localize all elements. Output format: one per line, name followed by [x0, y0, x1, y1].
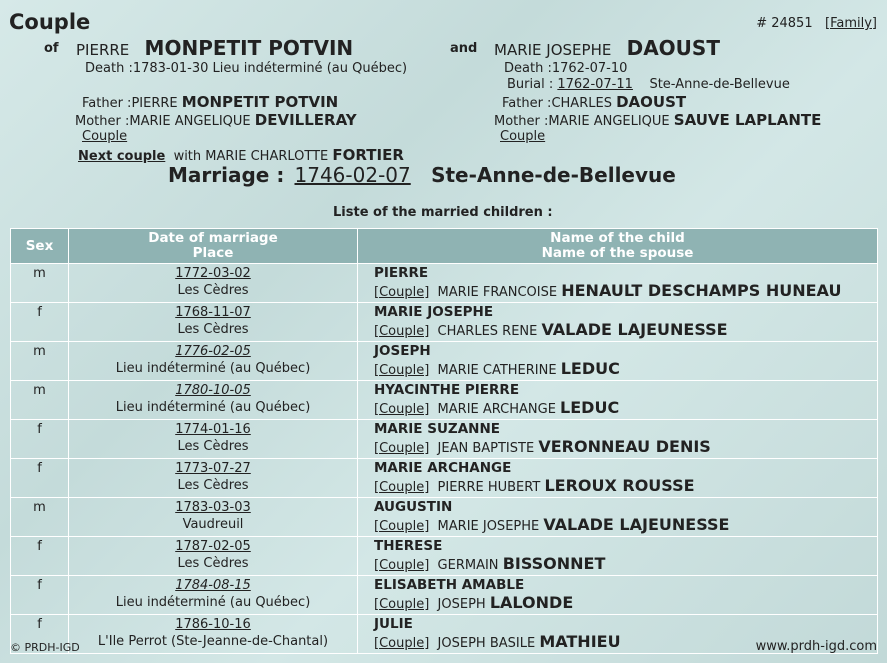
child-marriage-cell [69, 303, 358, 342]
table-row [11, 264, 878, 303]
child-sex: f [11, 420, 69, 459]
child-marriage-place: Les Cèdres [177, 478, 249, 493]
table-row [11, 615, 878, 654]
child-name-cell [358, 342, 878, 381]
child-marriage-cell [69, 576, 358, 615]
spouse-last-name: VALADE LAJEUNESSE [543, 515, 730, 534]
spouse-first-name: PIERRE HUBERT [437, 480, 541, 495]
child-marriage-cell [69, 381, 358, 420]
child-couple-link[interactable]: [Couple] [374, 402, 430, 417]
child-marriage-cell [69, 498, 358, 537]
child-couple-link[interactable]: [Couple] [374, 480, 430, 495]
record-id: # 24851 [756, 16, 813, 31]
page-title: Couple [9, 10, 91, 34]
wife-death: Death :1762-07-10 [504, 61, 628, 76]
child-marriage-place: Lieu indéterminé (au Québec) [115, 361, 311, 376]
child-name: MARIE JOSEPHE [374, 304, 494, 320]
child-name: MARIE ARCHANGE [374, 460, 512, 476]
child-couple-link[interactable]: [Couple] [374, 441, 430, 456]
spouse-last-name: VALADE LAJEUNESSE [541, 320, 728, 339]
table-row [11, 303, 878, 342]
and-label: and [450, 41, 478, 56]
record-id-area [756, 16, 877, 31]
spouse-line [374, 282, 873, 301]
child-marriage-date[interactable]: 1776-02-05 [175, 344, 251, 359]
child-sex: m [11, 264, 69, 303]
child-couple-link[interactable]: [Couple] [374, 324, 430, 339]
name-column-header: Name of the child Name of the spouse [358, 229, 878, 264]
child-marriage-date[interactable]: 1780-10-05 [175, 383, 251, 398]
child-marriage-place: Les Cèdres [177, 322, 249, 337]
husband-name: PIERRE MONPETIT POTVIN [76, 36, 354, 60]
child-marriage-date[interactable]: 1774-01-16 [175, 422, 251, 437]
spouse-last-name: LALONDE [489, 593, 574, 612]
child-marriage-cell [69, 459, 358, 498]
spouse-first-name: JOSEPH BASILE [437, 636, 536, 651]
child-name-cell [358, 303, 878, 342]
marriage-place: Ste-Anne-de-Bellevue [431, 163, 676, 187]
wife-father: Father :CHARLES DAOUST [502, 93, 687, 111]
child-name: JOSEPH [374, 343, 431, 359]
child-name: PIERRE [374, 265, 429, 281]
date-column-header: Date of marriage Place [69, 229, 358, 264]
child-marriage-cell [69, 264, 358, 303]
sex-column-header: Sex [11, 229, 69, 264]
husband-death: Death :1783-01-30 Lieu indéterminé (au Québec) [85, 61, 408, 76]
table-row [11, 420, 878, 459]
child-marriage-place: Les Cèdres [177, 439, 249, 454]
child-marriage-date[interactable]: 1783-03-03 [175, 500, 251, 515]
child-name: ELISABETH AMABLE [374, 577, 525, 593]
child-sex: f [11, 576, 69, 615]
husband-mother: Mother :MARIE ANGELIQUE DEVILLERAY [75, 111, 357, 129]
child-sex: f [11, 537, 69, 576]
child-marriage-date[interactable]: 1787-02-05 [175, 539, 251, 554]
child-marriage-date[interactable]: 1784-08-15 [175, 578, 251, 593]
spouse-last-name: LEDUC [560, 359, 620, 378]
table-row [11, 342, 878, 381]
child-marriage-date[interactable]: 1772-03-02 [175, 266, 251, 281]
table-header-row [11, 229, 878, 264]
child-name-cell [358, 420, 878, 459]
table-row [11, 381, 878, 420]
child-marriage-cell [69, 342, 358, 381]
next-couple-link[interactable]: Next couple [78, 149, 166, 164]
child-name: HYACINTHE PIERRE [374, 382, 520, 398]
child-sex: m [11, 342, 69, 381]
family-link[interactable]: [Family] [825, 16, 877, 31]
child-marriage-cell [69, 420, 358, 459]
child-marriage-date[interactable]: 1773-07-27 [175, 461, 251, 476]
spouse-line [374, 555, 873, 574]
spouse-first-name: MARIE JOSEPHE [437, 519, 540, 534]
child-marriage-place: Les Cèdres [177, 556, 249, 571]
table-row [11, 537, 878, 576]
footer-copyright: © PRDH-IGD [10, 641, 80, 654]
child-sex: f [11, 303, 69, 342]
children-table [10, 228, 878, 654]
spouse-line [374, 516, 873, 535]
husband-parents-couple-link[interactable]: Couple [82, 129, 128, 144]
marriage-line: Marriage : 1746-02-07 Ste-Anne-de-Bellevue [168, 163, 676, 187]
spouse-line [374, 360, 873, 379]
child-marriage-place: Lieu indéterminé (au Québec) [115, 595, 311, 610]
next-couple-line: Next couple with MARIE CHARLOTTE FORTIER [78, 146, 404, 164]
child-name-cell [358, 264, 878, 303]
child-name-cell [358, 498, 878, 537]
child-marriage-place: L'Ile Perrot (Ste-Jeanne-de-Chantal) [97, 634, 329, 649]
child-marriage-place: Lieu indéterminé (au Québec) [115, 400, 311, 415]
table-row [11, 459, 878, 498]
marriage-date: 1746-02-07 [294, 163, 411, 187]
child-sex: m [11, 498, 69, 537]
spouse-last-name: LEDUC [560, 398, 620, 417]
child-couple-link[interactable]: [Couple] [374, 636, 430, 651]
spouse-last-name: BISSONNET [502, 554, 606, 573]
spouse-first-name: GERMAIN [437, 558, 499, 573]
spouse-first-name: JOSEPH [437, 597, 486, 612]
child-marriage-place: Les Cèdres [177, 283, 249, 298]
child-name-cell [358, 459, 878, 498]
spouse-first-name: CHARLES RENE [437, 324, 538, 339]
child-couple-link[interactable]: [Couple] [374, 363, 430, 378]
child-name-cell [358, 381, 878, 420]
child-couple-link[interactable]: [Couple] [374, 558, 430, 573]
table-row [11, 498, 878, 537]
spouse-first-name: MARIE FRANCOISE [437, 285, 558, 300]
child-name-cell [358, 537, 878, 576]
spouse-line [374, 477, 873, 496]
wife-parents-couple-link[interactable]: Couple [500, 129, 546, 144]
of-label: of [44, 41, 59, 56]
child-sex: m [11, 381, 69, 420]
spouse-last-name: VERONNEAU DENIS [538, 437, 711, 456]
child-couple-link[interactable]: [Couple] [374, 519, 430, 534]
spouse-last-name: HENAULT DESCHAMPS HUNEAU [561, 281, 842, 300]
wife-burial: Burial : 1762-07-11 Ste-Anne-de-Bellevue [507, 77, 790, 92]
spouse-first-name: JEAN BAPTISTE [437, 441, 535, 456]
spouse-line [374, 594, 873, 613]
children-list-title: Liste of the married children : [333, 205, 553, 220]
child-marriage-cell [69, 615, 358, 654]
child-name: THERESE [374, 538, 443, 554]
child-name: JULIE [374, 616, 413, 632]
child-marriage-cell [69, 537, 358, 576]
child-marriage-place: Vaudreuil [182, 517, 244, 532]
husband-father: Father :PIERRE MONPETIT POTVIN [82, 93, 339, 111]
spouse-line [374, 321, 873, 340]
child-marriage-date[interactable]: 1786-10-16 [175, 617, 251, 632]
spouse-first-name: MARIE ARCHANGE [437, 402, 556, 417]
child-couple-link[interactable]: [Couple] [374, 597, 430, 612]
spouse-last-name: LEROUX ROUSSE [544, 476, 695, 495]
child-sex: f [11, 615, 69, 654]
wife-name: MARIE JOSEPHE DAOUST [494, 36, 720, 60]
spouse-line [374, 399, 873, 418]
child-sex: f [11, 459, 69, 498]
wife-mother: Mother :MARIE ANGELIQUE SAUVE LAPLANTE [494, 111, 822, 129]
footer-website: www.prdh-igd.com [755, 639, 877, 654]
spouse-first-name: MARIE CATHERINE [437, 363, 557, 378]
spouse-line [374, 438, 873, 457]
child-name-cell [358, 576, 878, 615]
child-marriage-date[interactable]: 1768-11-07 [175, 305, 251, 320]
table-row [11, 576, 878, 615]
child-name: MARIE SUZANNE [374, 421, 500, 437]
spouse-last-name: MATHIEU [539, 632, 621, 651]
child-couple-link[interactable]: [Couple] [374, 285, 430, 300]
child-name: AUGUSTIN [374, 499, 453, 515]
